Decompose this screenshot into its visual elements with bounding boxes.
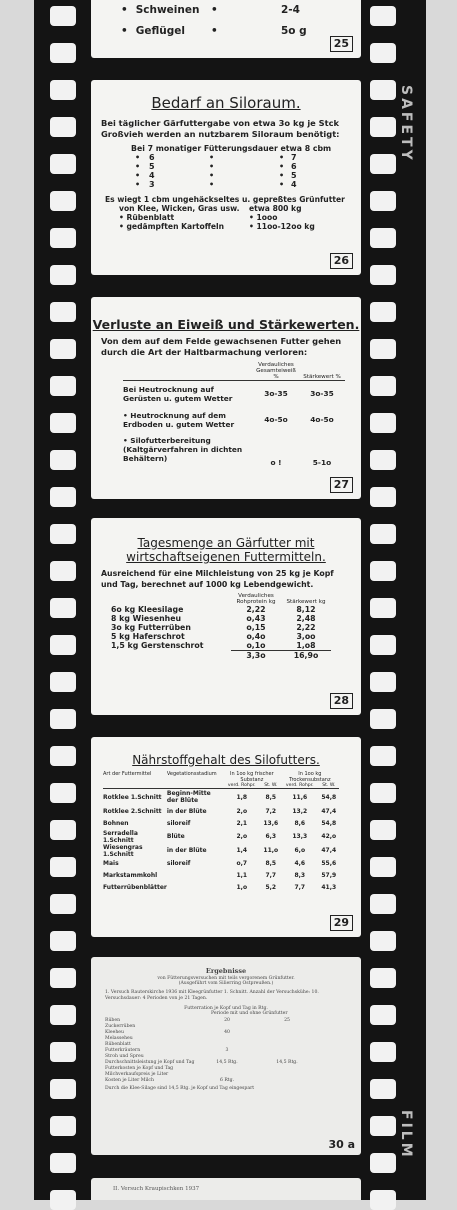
nutrient-value: 5,2 xyxy=(265,884,277,891)
sprocket-hole xyxy=(50,968,76,988)
sprocket-hole xyxy=(370,1042,396,1062)
loss-label: Heutrocknung auf dem Erdboden u. gutem Wetter xyxy=(123,410,235,429)
sprocket-hole xyxy=(370,1005,396,1025)
sprocket-hole xyxy=(50,709,76,729)
sprocket-hole xyxy=(370,6,396,26)
month-value: 3 xyxy=(149,180,155,189)
weight-value: etwa 800 kg xyxy=(249,204,302,213)
sprocket-hole xyxy=(50,1005,76,1025)
frame-number: 30 a xyxy=(328,1138,355,1151)
sprocket-hole xyxy=(370,302,396,322)
sprocket-hole xyxy=(50,228,76,248)
row-sep: • xyxy=(211,25,218,37)
loss-protein: 3o-35 xyxy=(264,389,288,399)
result-without: 14,5 Rtg. xyxy=(276,1060,298,1065)
nutrient-value: 8,5 xyxy=(265,860,277,867)
sprocket-hole xyxy=(370,376,396,396)
ration-protein: 2,22 xyxy=(246,605,266,614)
nutrient-kind: Futterrübenblätter xyxy=(103,884,167,891)
sprocket-hole xyxy=(370,228,396,248)
nutrient-value: 2,o xyxy=(236,833,248,840)
nutrient-value: 13,6 xyxy=(263,820,279,827)
loss-starch: 5-1o xyxy=(312,457,332,467)
sprocket-hole xyxy=(50,154,76,174)
nutrient-value: 1,4 xyxy=(236,847,248,854)
col-header: Verdauliches Rohprotein kg xyxy=(236,593,276,605)
row-value: 2-4 xyxy=(281,4,300,16)
nutrient-value: 8,5 xyxy=(265,793,277,801)
frame-footnote: Durch die Klee-Silage sind 14,5 Rtg. je Kopf und Tag eingespart xyxy=(105,1086,255,1091)
ration-starch: 8,12 xyxy=(296,605,316,614)
edge-marking-top: SAFETY xyxy=(398,85,414,163)
loss-protein: o ! xyxy=(270,457,282,467)
weight-value: 11oo-12oo kg xyxy=(256,222,315,231)
nutrient-value: 7,2 xyxy=(265,808,277,815)
sprocket-hole xyxy=(50,635,76,655)
result-label: Melasseheu xyxy=(105,1036,133,1041)
sprocket-hole xyxy=(370,524,396,544)
col-header: Verdauliches Gesamteiweiß % xyxy=(253,362,299,381)
nutrient-value: 1,1 xyxy=(236,872,248,879)
nutrient-kind: Serradella 1.Schnitt xyxy=(103,829,138,844)
sub-header: verd. Rohpr. xyxy=(285,783,314,788)
nutrient-value: 57,9 xyxy=(321,872,337,879)
result-with: 3 xyxy=(225,1048,229,1053)
sprocket-hole xyxy=(50,1042,76,1062)
sprocket-hole xyxy=(370,1116,396,1136)
result-label: Milchverkaufspreis je Liter xyxy=(105,1072,169,1077)
ration-protein: o,4o xyxy=(246,632,266,641)
frame-number: 29 xyxy=(330,915,353,931)
weight-intro: Es wiegt 1 cbm ungehäckseltes u. gepreßtes Grünfutter xyxy=(105,195,345,204)
weight-table: von Klee, Wicken, Gras usw. etwa 800 kg • Rübenblatt • 1ooo • gedämpften Kartoffeln • 11oo-12oo kg xyxy=(119,204,315,231)
month-value: 5 xyxy=(149,162,155,171)
sprocket-hole xyxy=(50,487,76,507)
cbm-value: 6 xyxy=(291,162,297,171)
sprocket-hole xyxy=(370,894,396,914)
frame-31 xyxy=(91,1178,361,1200)
sprocket-hole xyxy=(50,931,76,951)
sprocket-hole xyxy=(370,265,396,285)
sprocket-hole xyxy=(50,413,76,433)
edge-marking-bottom: FILM xyxy=(398,1110,414,1160)
ration-label: 1,5 kg Gerstenschrot xyxy=(111,641,204,651)
nutrient-value: 8,3 xyxy=(294,872,306,879)
sprocket-hole xyxy=(50,598,76,618)
nutrient-value: 47,4 xyxy=(321,847,337,854)
ration-label: 6o kg Kleesilage xyxy=(111,605,184,614)
sub-header: St. W. xyxy=(322,783,336,788)
nutrient-value: 11,o xyxy=(263,847,279,854)
nutrient-value: 13,2 xyxy=(292,808,308,815)
result-label: Rübenblatt xyxy=(105,1042,131,1047)
nutrient-value: o,7 xyxy=(236,860,248,867)
nutrient-value: 54,8 xyxy=(321,820,337,827)
nutrient-value: 11,6 xyxy=(292,793,308,801)
result-label: Futterkräutern xyxy=(105,1048,141,1053)
result-label: Stroh und Spreu xyxy=(105,1054,144,1059)
nutrient-stage: Beginn-Mitte der Blüte xyxy=(166,790,211,805)
nutrient-stage: in der Blüte xyxy=(166,808,207,815)
frame-paragraph: Periode mit und ohne Grünfutter xyxy=(211,1011,288,1016)
sprocket-hole xyxy=(50,857,76,877)
col-header: Art der Futtermittel xyxy=(103,771,152,777)
result-label: Kleeheu xyxy=(105,1030,124,1035)
sprocket-hole xyxy=(50,783,76,803)
sprocket-hole xyxy=(370,339,396,359)
frame-25-table: • Schweinen • 2-4 • Geflügel • 5o g xyxy=(121,0,307,42)
months-table: • 6 • • 7 • 5 • • 6 • 4 • • 5 • 3 • • 4 xyxy=(135,153,297,189)
sprocket-hole xyxy=(50,265,76,285)
sprocket-hole xyxy=(50,672,76,692)
sprocket-hole xyxy=(50,339,76,359)
result-label: Kosten je Liter Milch xyxy=(105,1078,154,1083)
result-label: Futterkosten je Kopf und Tag xyxy=(105,1066,174,1071)
ration-table xyxy=(111,593,331,660)
weight-label: gedämpften Kartoffeln xyxy=(126,222,225,231)
frame-subtitle: von Fütterungsversuchen mit teils vergorenem Grünfutter. xyxy=(157,976,295,981)
frame-title: Bedarf an Siloraum. xyxy=(151,94,301,112)
frame-29 xyxy=(91,737,361,937)
sprocket-hole xyxy=(50,376,76,396)
frame-title: Nährstoffgehalt des Silofutters. xyxy=(132,753,320,767)
nutrient-value: 1,8 xyxy=(236,793,248,801)
table-row xyxy=(105,1078,317,1084)
nutrient-value: 54,8 xyxy=(321,793,337,801)
frame-paragraph: 1. Versuch Rauterskirche 1936 mit Kleegrünfutter 1. Schnitt. Anzahl der Versuchskühe: 10. Versuchsdauer: 4 Perioden von je 21 Tagen. xyxy=(105,990,319,1001)
sprocket-holes-right xyxy=(370,0,396,1200)
nutrient-value: 13,3 xyxy=(292,833,308,840)
nutrient-value: 47,4 xyxy=(321,808,337,815)
sprocket-hole xyxy=(50,1116,76,1136)
nutrient-kind: Markstammkohl xyxy=(103,872,158,879)
ration-protein: o,1o xyxy=(231,641,281,651)
sprocket-hole xyxy=(370,154,396,174)
sprocket-hole xyxy=(370,80,396,100)
col-header: Vegetationsstadium xyxy=(166,771,217,777)
nutrient-value: 55,6 xyxy=(321,860,337,867)
frame-28 xyxy=(91,518,361,715)
frame-30a xyxy=(91,957,361,1155)
nutrient-stage: in der Blüte xyxy=(166,847,207,854)
sprocket-hole xyxy=(50,561,76,581)
frame-number: 28 xyxy=(330,693,353,709)
frame-paragraph: II. Versuch Kraupischken 1937 xyxy=(113,1186,200,1192)
loss-starch: 4o-5o xyxy=(310,415,334,424)
result-without: 25 xyxy=(284,1018,290,1023)
ration-starch: 2,48 xyxy=(296,614,316,623)
result-label: Rüben xyxy=(105,1018,121,1023)
month-value: 6 xyxy=(149,153,155,162)
ration-starch: 1,o8 xyxy=(281,641,331,651)
sprocket-hole xyxy=(370,450,396,470)
row-label: Schweinen xyxy=(135,4,200,16)
sprocket-hole xyxy=(50,820,76,840)
sprocket-hole xyxy=(370,672,396,692)
frame-number: 26 xyxy=(330,253,353,269)
sprocket-hole xyxy=(50,191,76,211)
sprocket-hole xyxy=(370,1153,396,1173)
frame-title: Verluste an Eiweiß und Stärkewerten. xyxy=(92,317,360,332)
sprocket-hole xyxy=(370,783,396,803)
ration-total-starch: 16,9o xyxy=(293,651,319,660)
frame-paragraph: Futterration je Kopf und Tag in Rtg. xyxy=(184,1006,268,1011)
ration-protein: o,15 xyxy=(246,623,266,632)
sprocket-hole xyxy=(370,487,396,507)
nutrient-stage: siloreif xyxy=(166,860,191,867)
loss-label: Silofutterbereitung (Kaltgärverfahren in dichten Behältern) xyxy=(123,436,243,463)
row-value: 5o g xyxy=(281,25,307,37)
sub-header: St. W. xyxy=(264,783,278,788)
frame-number: 25 xyxy=(330,36,353,52)
nutrient-stage: Blüte xyxy=(166,833,185,840)
nutrient-stage xyxy=(167,882,223,894)
cbm-value: 7 xyxy=(291,153,297,162)
sprocket-hole xyxy=(370,117,396,137)
cbm-value: 5 xyxy=(291,171,297,180)
result-label: Zuckerrüben xyxy=(105,1024,136,1029)
nutrient-kind: Wiesengras 1.Schnitt xyxy=(103,843,143,858)
cbm-value: 4 xyxy=(291,180,297,189)
sprocket-hole xyxy=(50,450,76,470)
sprocket-hole xyxy=(370,709,396,729)
sprocket-hole xyxy=(50,302,76,322)
sprocket-hole xyxy=(370,191,396,211)
result-with: 6 Rtg. xyxy=(219,1078,235,1083)
result-with: 14,5 Rtg. xyxy=(216,1060,238,1065)
frame-subtitle: (Ausgeführt vom Silierring Ostpreußen.) xyxy=(178,981,274,986)
nutrient-value: 6,o xyxy=(294,847,306,854)
nutrient-kind: Bohnen xyxy=(103,820,129,827)
loss-starch: 3o-35 xyxy=(310,389,334,399)
nutrient-stage xyxy=(167,870,223,882)
frame-intro: Von dem auf dem Felde gewachsenen Futter gehen durch die Art der Haltbarmachung verloren: xyxy=(101,336,342,357)
sprocket-hole xyxy=(370,635,396,655)
col-header: Stärkewert % xyxy=(299,362,345,381)
sprocket-hole xyxy=(370,820,396,840)
sprocket-holes-left xyxy=(50,0,76,1200)
result-label: Durchschnittsleistung je Kopf und Tag xyxy=(105,1060,195,1065)
weight-label: von Klee, Wicken, Gras usw. xyxy=(119,204,240,213)
ration-total-protein: 3,3o xyxy=(246,651,266,660)
row-sep: • xyxy=(211,4,218,16)
nutrient-value: 42,o xyxy=(321,833,337,840)
sprocket-hole xyxy=(50,117,76,137)
sub-header: verd. Rohpr. xyxy=(227,783,256,788)
sprocket-hole xyxy=(50,1190,76,1210)
ration-starch: 2,22 xyxy=(296,623,316,632)
nutrient-kind: Rotklee 1.Schnitt xyxy=(103,793,162,801)
nutrient-value: 41,3 xyxy=(321,884,337,891)
sprocket-hole xyxy=(50,80,76,100)
sprocket-hole xyxy=(50,894,76,914)
frame-title: Tagesmenge an Gärfutter mit wirtschaftseigenen Futtermitteln. xyxy=(126,536,326,564)
result-with: 20 xyxy=(224,1018,230,1023)
results-table xyxy=(105,1018,317,1084)
ration-protein: o,43 xyxy=(246,614,266,623)
sprocket-hole xyxy=(370,1079,396,1099)
nutrient-kind: Mais xyxy=(103,860,119,867)
result-without xyxy=(257,1078,317,1084)
sprocket-hole xyxy=(50,6,76,26)
month-value: 4 xyxy=(149,171,155,180)
weight-value: 1ooo xyxy=(256,213,278,222)
frame-title: Ergebnisse xyxy=(205,967,247,975)
nutrient-value: 1,o xyxy=(236,884,248,891)
nutrient-value: 2,o xyxy=(236,808,248,815)
nutrient-value: 6,3 xyxy=(265,833,277,840)
frame-intro: Bei täglicher Gärfuttergabe von etwa 3o kg je Stck Großvieh werden an nutzbarem Siloraum benötigt: xyxy=(101,118,340,139)
result-with: 40 xyxy=(224,1030,230,1035)
frame-25 xyxy=(91,0,361,58)
frame-intro: Ausreichend für eine Milchleistung von 25 kg je Kopf und Tag, berechnet auf 1000 kg Lebendgewicht. xyxy=(101,569,334,589)
col-header: Stärkewert kg xyxy=(286,599,326,605)
sprocket-hole xyxy=(370,968,396,988)
sprocket-hole xyxy=(50,43,76,63)
nutrient-table xyxy=(103,771,339,894)
frame-27 xyxy=(91,297,361,499)
sprocket-hole xyxy=(370,746,396,766)
months-heading: Bei 7 monatiger Fütterungsdauer etwa 8 cbm xyxy=(131,144,332,153)
sprocket-hole xyxy=(50,524,76,544)
nutrient-stage: siloreif xyxy=(166,820,191,827)
nutrient-value: 8,6 xyxy=(294,820,306,827)
col-header: In 1oo kg frischer Substanz xyxy=(230,771,274,783)
nutrient-value: 4,6 xyxy=(294,860,306,867)
loss-protein: 4o-5o xyxy=(264,415,288,424)
ration-starch: 3,oo xyxy=(296,632,316,641)
ration-label: 5 kg Haferschrot xyxy=(111,632,185,641)
sprocket-hole xyxy=(370,857,396,877)
sprocket-hole xyxy=(370,1190,396,1210)
sprocket-hole xyxy=(370,413,396,433)
sprocket-hole xyxy=(370,43,396,63)
frame-26 xyxy=(91,80,361,275)
nutrient-value: 7,7 xyxy=(294,884,306,891)
col-header: In 1oo kg Trockensubstanz xyxy=(289,771,331,783)
sprocket-hole xyxy=(50,746,76,766)
ration-label: 3o kg Futterrüben xyxy=(111,623,191,632)
loss-label: Bei Heutrocknung auf Gerüsten u. gutem Wetter xyxy=(123,384,233,403)
weight-label: Rübenblatt xyxy=(126,213,175,222)
row-label: Geflügel xyxy=(135,25,185,37)
sprocket-hole xyxy=(370,561,396,581)
nutrient-value: 2,1 xyxy=(236,820,248,827)
ration-label: 8 kg Wiesenheu xyxy=(111,614,182,623)
sprocket-hole xyxy=(50,1153,76,1173)
sprocket-hole xyxy=(370,931,396,951)
sprocket-hole xyxy=(50,1079,76,1099)
frame-number: 27 xyxy=(330,477,353,493)
sprocket-hole xyxy=(370,598,396,618)
nutrient-value: 7,7 xyxy=(265,872,277,879)
losses-table: Verdauliches Gesamteiweiß % Stärkewert % Bei Heutrocknung auf Gerüsten u. gutem Wetter 3o-35 3o-35 • Heutrocknung auf dem Erdboden u. gutem Wetter 4o-5o 4o-5o • Silofutterbereitung (Kaltgärverfahren in dichten Behältern) o ! 5-1o xyxy=(123,362,345,467)
nutrient-kind: Rotklee 2.Schnitt xyxy=(103,808,162,815)
